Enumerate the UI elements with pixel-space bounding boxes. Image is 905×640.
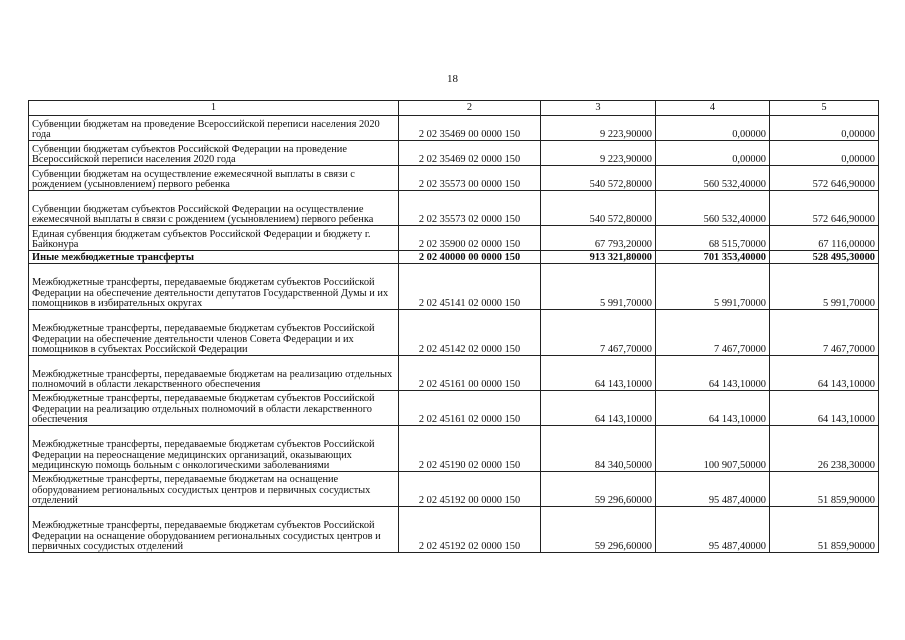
row-value-2020-cell: 540 572,80000 — [541, 191, 656, 226]
row-name-cell: Межбюджетные трансферты, передаваемые бюджетам субъектов Российской Федерации на оснащение оборудованием региональных сосудистых центров и первичных сосудистых отделений — [29, 507, 399, 553]
row-value-2020-cell: 67 793,20000 — [541, 226, 656, 251]
row-name-cell: Субвенции бюджетам субъектов Российской Федерации на проведение Всероссийской переписи населения 2020 года — [29, 141, 399, 166]
row-value-2021-cell: 560 532,40000 — [656, 166, 770, 191]
row-code-cell: 2 02 35573 02 0000 150 — [399, 191, 541, 226]
column-header-4: 4 — [656, 101, 770, 116]
row-code-cell: 2 02 45161 00 0000 150 — [399, 356, 541, 391]
row-value-2020-cell: 64 143,10000 — [541, 391, 656, 426]
row-value-2020-cell: 59 296,60000 — [541, 507, 656, 553]
row-value-2020-cell: 9 223,90000 — [541, 116, 656, 141]
table-row — [29, 356, 879, 391]
row-code-cell: 2 02 35469 00 0000 150 — [399, 116, 541, 141]
row-value-2021-cell: 95 487,40000 — [656, 472, 770, 507]
row-value-2021-cell: 68 515,70000 — [656, 226, 770, 251]
row-value-2022-cell: 26 238,30000 — [770, 426, 879, 472]
row-value-2021-cell: 0,00000 — [656, 116, 770, 141]
page-number: 18 — [447, 73, 458, 85]
table-row — [29, 426, 879, 472]
row-code-cell: 2 02 40000 00 0000 150 — [399, 251, 541, 264]
row-value-2020-cell: 64 143,10000 — [541, 356, 656, 391]
table-row — [29, 191, 879, 226]
row-value-2021-cell: 560 532,40000 — [656, 191, 770, 226]
column-header-5: 5 — [770, 101, 879, 116]
row-value-2021-cell: 95 487,40000 — [656, 507, 770, 553]
row-name-cell: Единая субвенция бюджетам субъектов Российской Федерации и бюджету г. Байконура — [29, 226, 399, 251]
row-code-cell: 2 02 45190 02 0000 150 — [399, 426, 541, 472]
row-value-2022-cell: 51 859,90000 — [770, 507, 879, 553]
row-code-cell: 2 02 45192 00 0000 150 — [399, 472, 541, 507]
column-header-3: 3 — [541, 101, 656, 116]
row-name-cell: Субвенции бюджетам субъектов Российской Федерации на осуществление ежемесячной выплаты в связи с рождением (усыновлением) первого ребенка — [29, 191, 399, 226]
row-name-cell: Субвенции бюджетам на осуществление ежемесячной выплаты в связи с рождением (усыновлением) первого ребенка — [29, 166, 399, 191]
row-value-2022-cell: 67 116,00000 — [770, 226, 879, 251]
budget-revenue-table — [28, 100, 879, 553]
row-name-cell: Межбюджетные трансферты, передаваемые бюджетам субъектов Российской Федерации на обеспечение деятельности депутатов Государственной Думы и их помощников в избирательных округах — [29, 264, 399, 310]
row-value-2021-cell: 64 143,10000 — [656, 356, 770, 391]
row-value-2022-cell: 51 859,90000 — [770, 472, 879, 507]
row-value-2022-cell: 0,00000 — [770, 116, 879, 141]
row-code-cell: 2 02 45192 02 0000 150 — [399, 507, 541, 553]
row-name-cell: Иные межбюджетные трансферты — [29, 251, 399, 264]
row-value-2022-cell: 572 646,90000 — [770, 166, 879, 191]
row-value-2022-cell: 7 467,70000 — [770, 310, 879, 356]
row-code-cell: 2 02 35900 02 0000 150 — [399, 226, 541, 251]
row-value-2022-cell: 64 143,10000 — [770, 391, 879, 426]
row-code-cell: 2 02 35573 00 0000 150 — [399, 166, 541, 191]
row-value-2021-cell: 5 991,70000 — [656, 264, 770, 310]
row-code-cell: 2 02 35469 02 0000 150 — [399, 141, 541, 166]
table-row — [29, 391, 879, 426]
row-value-2021-cell: 701 353,40000 — [656, 251, 770, 264]
row-value-2021-cell: 7 467,70000 — [656, 310, 770, 356]
row-code-cell: 2 02 45161 02 0000 150 — [399, 391, 541, 426]
table-row — [29, 507, 879, 553]
column-header-1: 1 — [29, 101, 399, 116]
row-value-2022-cell: 64 143,10000 — [770, 356, 879, 391]
column-header-2: 2 — [399, 101, 541, 116]
row-value-2020-cell: 913 321,80000 — [541, 251, 656, 264]
row-code-cell: 2 02 45141 02 0000 150 — [399, 264, 541, 310]
table-header-row — [29, 101, 879, 116]
table-row — [29, 472, 879, 507]
row-value-2021-cell: 100 907,50000 — [656, 426, 770, 472]
row-value-2020-cell: 84 340,50000 — [541, 426, 656, 472]
row-name-cell: Межбюджетные трансферты, передаваемые бюджетам субъектов Российской Федерации на переоснащение медицинских организаций, оказывающих медицинскую помощь больным с онкологическими заболеваниями — [29, 426, 399, 472]
row-value-2021-cell: 64 143,10000 — [656, 391, 770, 426]
row-code-cell: 2 02 45142 02 0000 150 — [399, 310, 541, 356]
row-value-2020-cell: 7 467,70000 — [541, 310, 656, 356]
table-row — [29, 141, 879, 166]
row-value-2021-cell: 0,00000 — [656, 141, 770, 166]
row-value-2020-cell: 9 223,90000 — [541, 141, 656, 166]
row-name-cell: Межбюджетные трансферты, передаваемые бюджетам субъектов Российской Федерации на реализацию отдельных полномочий в области лекарственного обеспечения — [29, 391, 399, 426]
row-value-2022-cell: 572 646,90000 — [770, 191, 879, 226]
row-name-cell: Межбюджетные трансферты, передаваемые бюджетам на оснащение оборудованием региональных сосудистых центров и первичных сосудистых отделений — [29, 472, 399, 507]
table-row — [29, 226, 879, 251]
row-value-2020-cell: 540 572,80000 — [541, 166, 656, 191]
row-value-2022-cell: 528 495,30000 — [770, 251, 879, 264]
row-value-2022-cell: 0,00000 — [770, 141, 879, 166]
table-row — [29, 116, 879, 141]
table-row — [29, 310, 879, 356]
row-value-2022-cell: 5 991,70000 — [770, 264, 879, 310]
row-name-cell: Межбюджетные трансферты, передаваемые бюджетам на реализацию отдельных полномочий в области лекарственного обеспечения — [29, 356, 399, 391]
row-value-2020-cell: 5 991,70000 — [541, 264, 656, 310]
table-row — [29, 251, 879, 264]
row-name-cell: Межбюджетные трансферты, передаваемые бюджетам субъектов Российской Федерации на обеспечение деятельности членов Совета Федерации и их помощников в субъектах Российской Федерации — [29, 310, 399, 356]
table-row — [29, 166, 879, 191]
table-row — [29, 264, 879, 310]
row-name-cell: Субвенции бюджетам на проведение Всероссийской переписи населения 2020 года — [29, 116, 399, 141]
row-value-2020-cell: 59 296,60000 — [541, 472, 656, 507]
